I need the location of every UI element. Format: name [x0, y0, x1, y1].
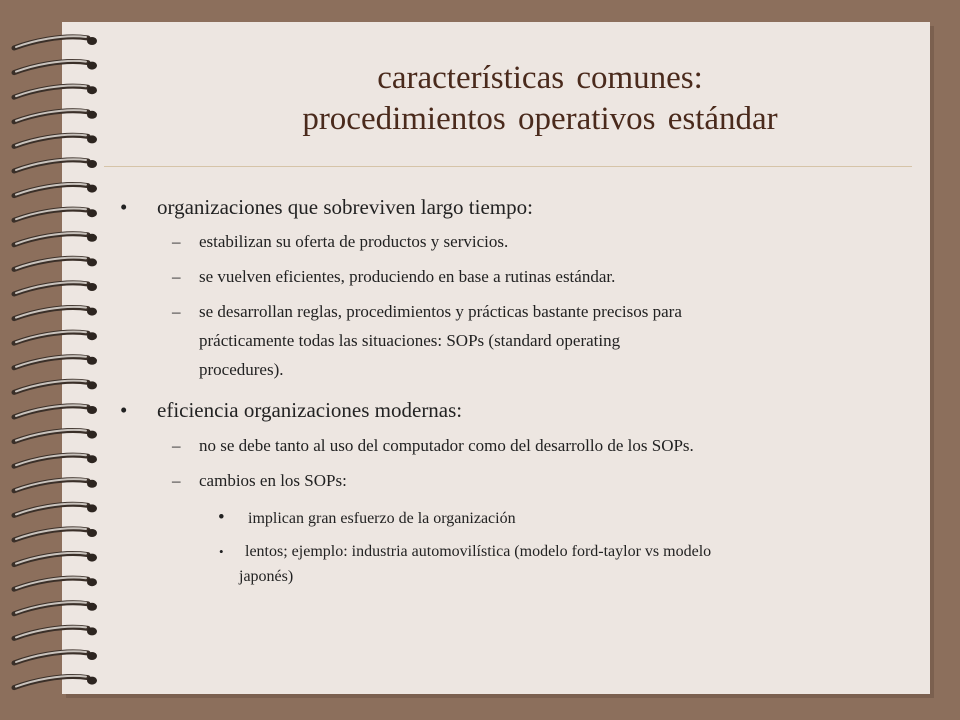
bullet-marker: •: [120, 195, 128, 219]
bullet-2-subitem-2-cont: japonés): [239, 568, 294, 585]
title-line-2: procedimientos operativos estándar: [302, 101, 778, 137]
bullet-2-text: eficiencia organizaciones modernas:: [157, 398, 463, 422]
bullet-2-subitem-2: lentos; ejemplo: industria automovilística (modelo ford-taylor vs modelo: [245, 543, 712, 560]
bullet-2-item-1: no se debe tanto al uso del computador como del desarrollo de los SOPs.: [199, 436, 694, 455]
dash-marker: –: [172, 471, 181, 490]
title-line-1: características comunes:: [377, 60, 703, 96]
dash-marker: –: [172, 436, 181, 455]
dash-marker: –: [172, 302, 181, 321]
bullet-2-item-2: cambios en los SOPs:: [199, 471, 347, 490]
bullet-1-item-1: estabilizan su oferta de productos y servicios.: [199, 232, 509, 251]
sub-bullet-marker: •: [219, 544, 224, 559]
bullet-1-item-3: se desarrollan reglas, procedimientos y prácticas bastante precisos para: [199, 302, 682, 321]
bullet-marker: •: [120, 398, 128, 422]
bullet-2-subitem-1: implican gran esfuerzo de la organización: [248, 510, 516, 527]
dash-marker: –: [172, 232, 181, 251]
bullet-1-text: organizaciones que sobreviven largo tiempo:: [157, 195, 533, 219]
bullet-1-item-2: se vuelven eficientes, produciendo en base a rutinas estándar.: [199, 267, 616, 286]
sub-bullet-marker: •: [218, 507, 225, 528]
dash-marker: –: [172, 267, 181, 286]
bullet-1-item-3-cont: prácticamente todas las situaciones: SOPs (standard operating: [199, 331, 621, 350]
bullet-1-item-3-cont-2: procedures).: [199, 360, 284, 379]
